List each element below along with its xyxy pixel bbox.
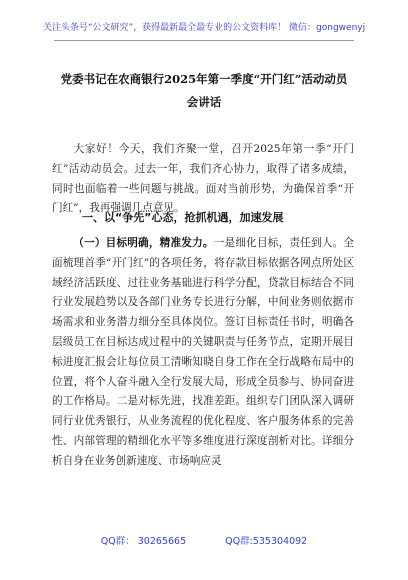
subsection-1-lead: （一）目标明确，精准发力。 xyxy=(73,237,214,249)
title-line-2: 会讲话 xyxy=(186,95,222,109)
header-banner: 关注头条号“公文研究”，获得最新最全最专业的公文资料库！ 微信：gongwenyj xyxy=(42,23,366,33)
title-line-1: 党委书记在农商银行2025年第一季度“开门红”活动动员 xyxy=(60,72,348,86)
subsection-1-paragraph xyxy=(52,234,354,472)
header-divider xyxy=(54,40,354,41)
subsection-1-body: 一是细化目标，责任到人。全面梳理首季“开门红”的各项任务，将存款目标依据各网点所处区域经济活跃度、过往业务基础进行科学分配，贷款目标结合不同行业发展趋势以及各部门业务专长进行分解，中间业务则依据市场需求和业务潜力细分至具体岗位。签订目标责任书时，明确各层级员工在目标达成过程中的关键职责与任务节点，定期开展目标进度汇报会让每位员工清晰知晓自身工作在全行战略布局中的位置，将个人奋斗融入全行发展大局，形成全员参与、协同奋进的工作格局。二是对标先进，找准差距。组织专门团队深入调研同行业优秀银行，从业务流程的优化程度、客户服务体系的完善性、内部管理的精细化水平等多维度进行深度剖析对比。详细分析自身在业务创新速度、市场响应灵 xyxy=(52,237,355,467)
section-1-heading: 一、以“争先”心态，抢抓机遇，加速发展 xyxy=(82,211,284,224)
intro-paragraph xyxy=(52,140,354,219)
intro-text: 大家好！今天，我们齐聚一堂，召开2025年第一季“开门红”活动动员会。过去一年，我们齐心协力，取得了诸多成绩，同时也面临着一些问题与挑战。面对当前形势，为确保首季“开门红”，我再强调几点意见。 xyxy=(52,143,354,215)
document-title xyxy=(52,68,356,114)
footer xyxy=(0,533,408,547)
footer-qq-group-1: QQ群： 30265665 xyxy=(100,536,187,547)
footer-qq-group-2: QQ群:535304092 xyxy=(225,536,308,547)
